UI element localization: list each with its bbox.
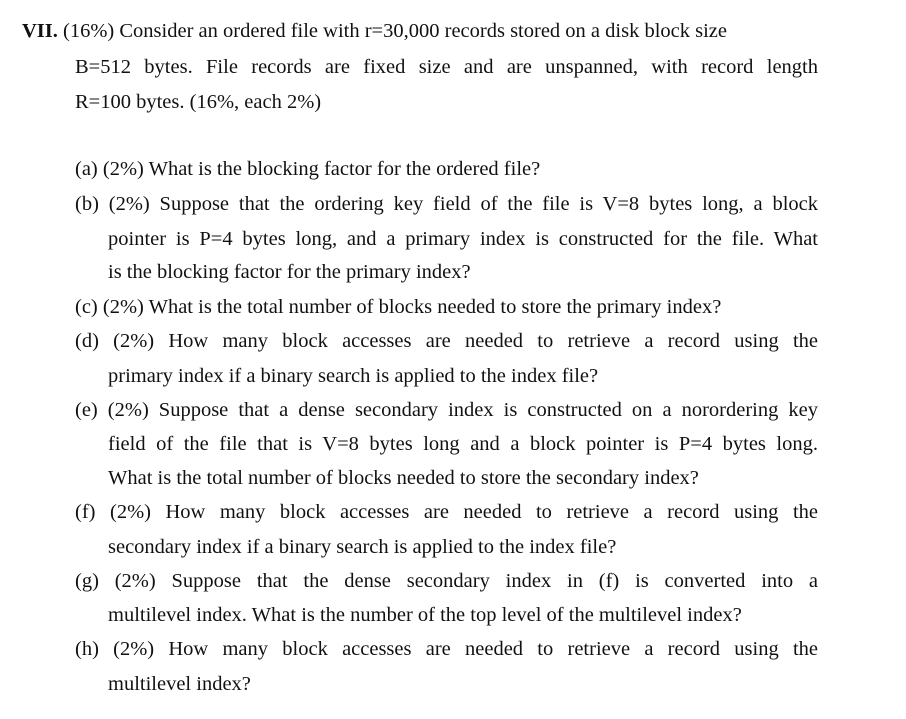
question-line: pointer is P=4 bytes long, and a primary index is constructed for the file. What: [108, 228, 818, 250]
question-line: is the blocking factor for the primary index?: [108, 261, 471, 283]
question-line: multilevel index?: [108, 673, 251, 695]
question-line: (b) (2%) Suppose that the ordering key field of the file is V=8 bytes long, a block: [75, 193, 818, 215]
question-line: (f) (2%) How many block accesses are needed to retrieve a record using the: [75, 501, 818, 523]
problem-number: VII.: [22, 20, 58, 42]
question-line: (c) (2%) What is the total number of blocks needed to store the primary index?: [75, 296, 722, 318]
question-line: (a) (2%) What is the blocking factor for the ordered file?: [75, 158, 541, 180]
problem-line-1: [22, 19, 818, 43]
problem-text-line: B=512 bytes. File records are fixed size and are unspanned, with record length: [75, 56, 818, 78]
question-line: primary index if a binary search is applied to the index file?: [108, 365, 599, 387]
question-line: multilevel index. What is the number of the top level of the multilevel index?: [108, 604, 742, 626]
question-line: (d) (2%) How many block accesses are needed to retrieve a record using the: [75, 330, 818, 352]
question-line: field of the file that is V=8 bytes long and a block pointer is P=4 bytes long.: [108, 433, 818, 455]
question-line: secondary index if a binary search is applied to the index file?: [108, 536, 617, 558]
problem-text-line: R=100 bytes. (16%, each 2%): [75, 91, 322, 113]
question-line: (g) (2%) Suppose that the dense secondary index in (f) is converted into a: [75, 570, 818, 592]
question-line: (h) (2%) How many block accesses are needed to retrieve a record using the: [75, 638, 818, 660]
question-line: What is the total number of blocks needed to store the secondary index?: [108, 467, 699, 489]
question-line: (e) (2%) Suppose that a dense secondary index is constructed on a norordering key: [75, 399, 818, 421]
problem-text-line: (16%) Consider an ordered file with r=30,000 records stored on a disk block size: [63, 20, 727, 42]
